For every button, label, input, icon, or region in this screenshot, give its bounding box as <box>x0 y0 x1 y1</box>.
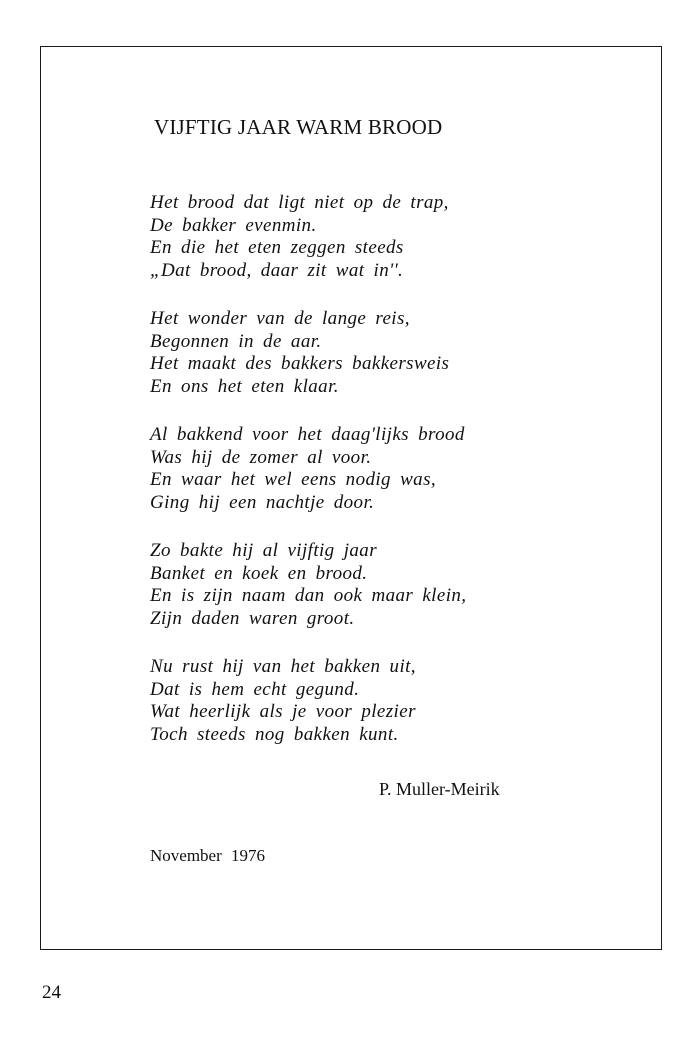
poem-line: En die het eten zeggen steeds <box>150 237 404 258</box>
poem-line: Toch steeds nog bakken kunt. <box>150 723 399 745</box>
stanza-3 <box>150 424 550 514</box>
poem-line: Dat is hem echt gegund. <box>150 678 360 700</box>
poem-body <box>150 192 550 772</box>
poem-date: November 1976 <box>150 846 266 865</box>
stanza-2 <box>150 308 550 398</box>
poem-line: En ons het eten klaar. <box>150 375 339 397</box>
poem-line: De bakker evenmin. <box>150 214 317 236</box>
stanza-5 <box>150 656 550 746</box>
stanza-4 <box>150 540 550 630</box>
poem-line: Nu rust hij van het bakken uit, <box>150 656 416 677</box>
poem-line: Al bakkend voor het daag'lijks brood <box>150 424 465 445</box>
stanza-1 <box>150 192 550 282</box>
poem-author: P. Muller-Meirik <box>379 779 500 799</box>
poem-line: Was hij de zomer al voor. <box>150 446 372 468</box>
poem-title: VIJFTIG JAAR WARM BROOD <box>154 115 443 139</box>
poem-line: Zo bakte hij al vijftig jaar <box>150 540 377 561</box>
poem-line: Zijn daden waren groot. <box>150 607 355 629</box>
poem-line: Het maakt des bakkers bakkersweis <box>150 353 450 374</box>
poem-line: Het wonder van de lange reis, <box>150 308 410 329</box>
page-number: 24 <box>42 982 61 1003</box>
poem-line: Begonnen in de aar. <box>150 330 322 352</box>
poem-line: Ging hij een nachtje door. <box>150 491 375 513</box>
poem-line: Banket en koek en brood. <box>150 562 368 584</box>
poem-line: En waar het wel eens nodig was, <box>150 469 437 490</box>
poem-line: En is zijn naam dan ook maar klein, <box>150 585 467 606</box>
poem-line: Wat heerlijk als je voor plezier <box>150 701 416 722</box>
poem-line: „Dat brood, daar zit wat in''. <box>150 259 404 281</box>
poem-line: Het brood dat ligt niet op de trap, <box>150 192 449 213</box>
